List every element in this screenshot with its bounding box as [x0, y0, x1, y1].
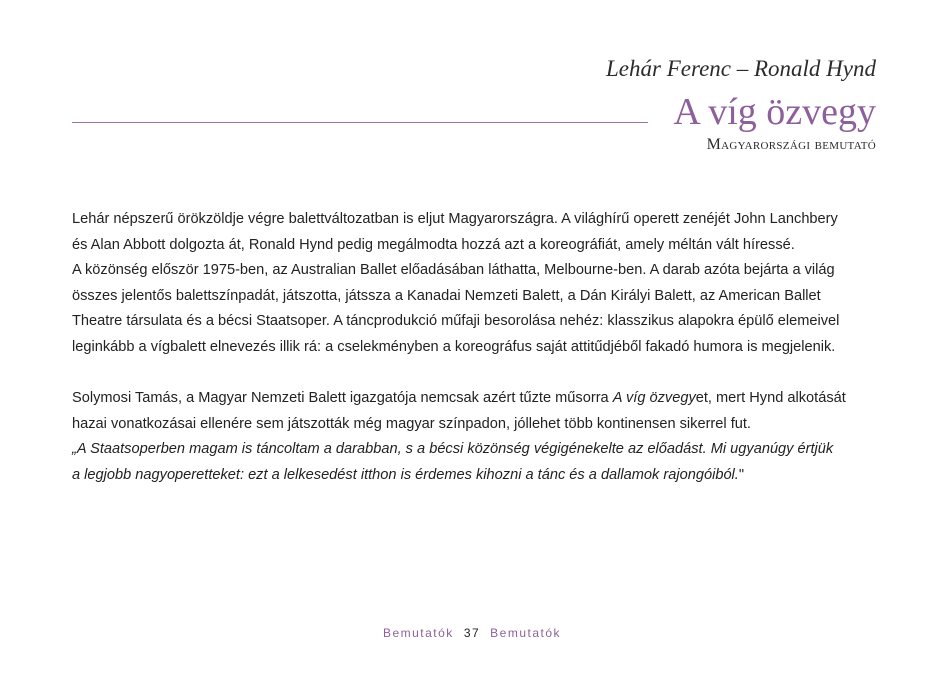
paragraph-director — [72, 386, 892, 488]
article-body — [72, 207, 892, 489]
text-segment: Solymosi Tamás, a Magyar Nemzeti Balett igazgatója nemcsak azért tűzte műsorra — [72, 390, 613, 407]
footer-section-right: Bemutatók — [490, 626, 562, 640]
paragraph-gap — [72, 361, 892, 387]
footer-section-left: Bemutatók — [382, 626, 454, 640]
quote-close-mark: " — [738, 466, 745, 483]
text-line: hazai vonatkozásai ellenére sem játszották még magyar színpadon, jóllehet több kontinensen sikerrel fut. — [72, 415, 751, 432]
page-number: 37 — [463, 626, 481, 640]
quote-line — [72, 463, 892, 489]
text-line: összes jelentős balettszínpadát, játszotta, játssza a Kanadai Nemzeti Balett, a Dán Királyi Balett, az American Ballet — [72, 287, 821, 304]
page-footer — [0, 626, 944, 640]
paragraph-intro — [72, 207, 892, 361]
text-line: Lehár népszerű örökzöldje végre balettváltozatban is eljut Magyarországra. A világhírű operett zenéjét John Lanchbery — [72, 211, 838, 227]
page-title: A víg özvegy — [673, 91, 876, 133]
text-line: leginkább a vígbalett elnevezés illik rá: a cselekményben a koreográfus saját attitűdjéből fakadó humora is megjelenik. — [72, 338, 836, 355]
text-line: és Alan Abbott dolgozta át, Ronald Hynd pedig megálmodta hozzá azt a koreográfiát, amely méltán vált híressé. — [72, 236, 795, 253]
authors-line: Lehár Ferenc – Ronald Hynd — [606, 56, 876, 81]
text-segment: et, mert Hynd alkotását — [695, 390, 846, 407]
page-subtitle: Magyarországi bemutató — [706, 136, 876, 153]
text-line: A közönség először 1975-ben, az Australian Ballet előadásában láthatta, Melbourne-ben. A darab azóta bejárta a világ — [72, 262, 835, 279]
page-header — [0, 0, 944, 180]
header-rule — [72, 122, 648, 123]
quote-line: „A Staatsoperben magam is táncoltam a darabban, s a bécsi közönség végigénekelte az előadást. Mi ugyanúgy értjük — [72, 441, 834, 458]
quote-text: a legjobb nagyoperetteket: ezt a lelkesedést itthon is érdemes kihozni a tánc és a dallamok rajongóiból. — [72, 466, 739, 483]
text-line — [72, 386, 892, 412]
text-line: Theatre társulata és a bécsi Staatsoper. A táncprodukció műfaji besorolása nehéz: klasszikus alapokra épülő elemeivel — [72, 313, 840, 330]
work-title-italic: A víg özvegy — [612, 390, 696, 407]
